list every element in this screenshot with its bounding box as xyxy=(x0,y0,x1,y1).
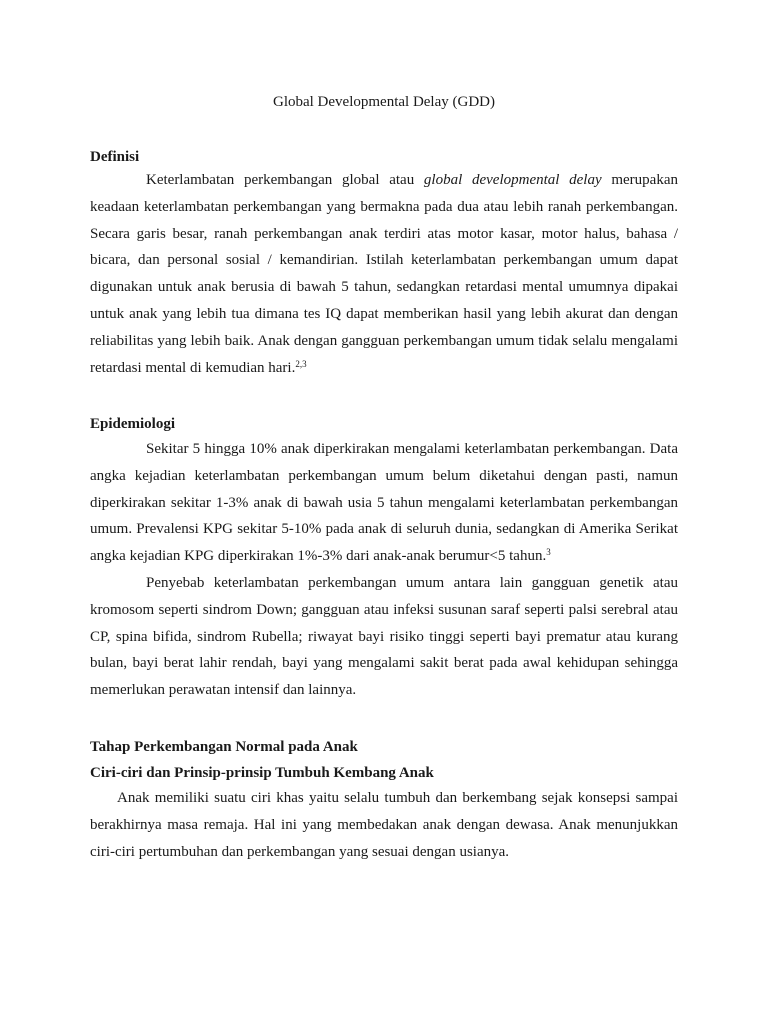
reference-superscript: 3 xyxy=(546,547,551,558)
document-title: Global Developmental Delay (GDD) xyxy=(272,94,495,110)
section-heading-tahap: Tahap Perkembangan Normal pada Anak xyxy=(90,739,358,755)
paragraph-epidemiologi-1 xyxy=(90,436,678,570)
section-heading-epidemiologi: Epidemiologi xyxy=(90,416,176,432)
paragraph-text: Sekitar 5 hingga 10% anak diperkirakan mengalami keterlambatan perkembangan. Data angka kejadian keterlambatan perkembangan umum belum diketahui dengan pasti, namun diperkirakan sekitar 1-3% anak di bawah usia 5 tahun mengalami keterlambatan perkembangan umum. Prevalensi KPG sekitar 5-10% pada anak di seluruh dunia, sedangkan di Amerika Serikat angka kejadian KPG diperkirakan 1%-3% dari anak-anak berumur<5 tahun. xyxy=(90,441,678,565)
paragraph-text: merupakan keadaan keterlambatan perkembangan yang bermakna pada dua atau lebih ranah perkembangan. Secara garis besar, ranah perkembangan anak terdiri atas motor kasar, motor halus, bahasa / bicara, dan personal sosial / kemandirian. Istilah keterlambatan perkembangan umum dapat digunakan untuk anak berusia di bawah 5 tahun, sedangkan retardasi mental umumnya dipakai untuk anak yang lebih tua dimana tes IQ dapat memberikan hasil yang lebih akurat dan dengan reliabilitas yang lebih baik. Anak dengan gangguan perkembangan umum tidak selalu mengalami retardasi mental di kemudian hari. xyxy=(90,172,678,376)
paragraph-tahap-1: Anak memiliki suatu ciri khas yaitu selalu tumbuh dan berkembang sejak konsepsi sampai berakhirnya masa remaja. Hal ini yang membedakan anak dengan dewasa. Anak menunjukkan ciri-ciri pertumbuhan dan perkembangan yang sesuai dengan usianya. xyxy=(90,790,678,860)
section-heading-definisi: Definisi xyxy=(90,149,140,165)
paragraph-definisi xyxy=(90,167,678,381)
reference-superscript: 2,3 xyxy=(295,358,307,369)
italic-term: global developmental delay xyxy=(423,172,602,188)
paragraph-epidemiologi-2: Penyebab keterlambatan perkembangan umum antara lain gangguan genetik atau kromosom seperti sindrom Down; gangguan atau infeksi susunan saraf seperti palsi serebral atau CP, spina bifida, sindrom Rubella; riwayat bayi risiko tinggi seperti bayi prematur atau kurang bulan, bayi berat lahir rendah, bayi yang mengalami sakit berat pada awal kehidupan sehingga memerlukan perawatan intensif dan lainnya. xyxy=(90,575,678,699)
paragraph-text: Keterlambatan perkembangan global atau xyxy=(146,172,424,188)
subsection-heading-ciri-ciri: Ciri-ciri dan Prinsip-prinsip Tumbuh Kembang Anak xyxy=(90,765,434,781)
